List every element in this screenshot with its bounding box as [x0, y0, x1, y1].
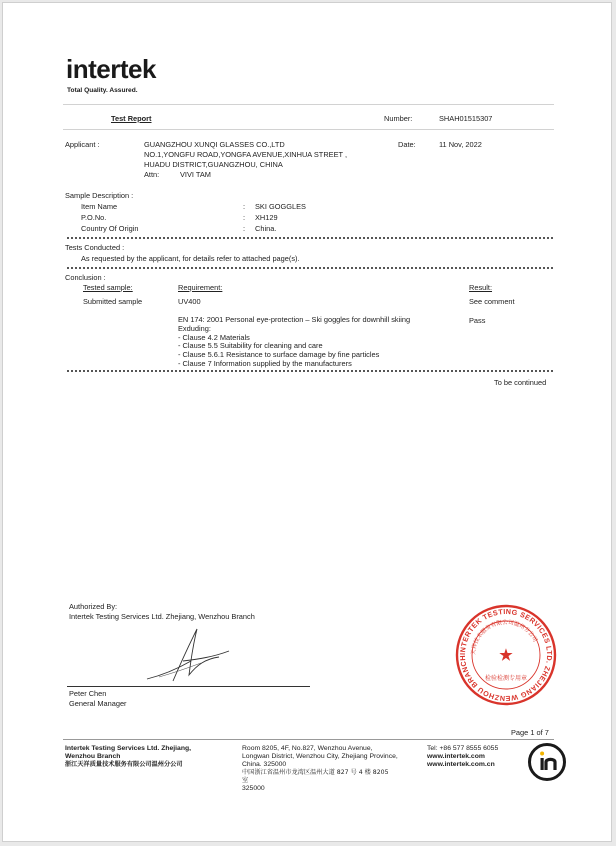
dotted-divider [67, 370, 553, 372]
sample-heading: Sample Description : [65, 191, 134, 200]
requirement-uv400: UV400 [178, 297, 201, 306]
dotted-divider [67, 237, 553, 239]
to-be-continued: To be continued [494, 378, 547, 387]
date-value: 11 Nov, 2022 [439, 140, 482, 149]
number-value: SHAH01515307 [439, 114, 493, 123]
origin-value: China. [255, 224, 277, 233]
origin-label: Country Of Origin [81, 224, 139, 233]
item-name-value: SKI GOGGLES [255, 202, 306, 211]
requirement-line: - Clause 4.2 Materials [178, 332, 250, 342]
footer-tel: Tel: +86 577 8555 6055 [427, 745, 499, 752]
requirement-line: - Clause 5.6.1 Resistance to surface damage by fine particles [178, 350, 380, 360]
number-label: Number: [384, 114, 413, 123]
col-requirement: Requirement: [178, 283, 223, 292]
tested-sample-value: Submitted sample [83, 297, 143, 306]
footer-company-en-2: Wenzhou Branch [65, 753, 121, 760]
po-label: P.O.No. [81, 213, 107, 222]
footer-address-1: Room 8205, 4F, No.827, Wenzhou Avenue, [242, 745, 373, 752]
footer-postcode: 325000 [242, 785, 265, 792]
footer-address-cn: 中国浙江省温州市龙湾区温州大道 827 号 4 楼 8205 [242, 769, 389, 776]
requirement-en174 [178, 316, 410, 369]
authorized-org: Intertek Testing Services Ltd. Zhejiang, Wenzhou Branch [69, 612, 255, 621]
colon-sep: : [243, 202, 246, 211]
footer-website[interactable]: www.intertek.com [427, 753, 485, 760]
svg-text:★: ★ [499, 647, 513, 664]
tests-text: As requested by the applicant, for details refer to attached page(s). [81, 254, 300, 263]
authorized-label: Authorized By: [69, 602, 118, 611]
signer-name: Peter Chen [69, 689, 107, 698]
footer-address-3: China. 325000 [242, 761, 287, 768]
footer-divider [63, 739, 554, 740]
col-result: Result: [469, 283, 493, 292]
tests-heading: Tests Conducted : [65, 243, 125, 252]
colon-sep: : [243, 224, 246, 233]
applicant-line-2: NO.1,YONGFU ROAD,YONGFA AVENUE,XINHUA STREET , [144, 150, 348, 159]
logo-tagline: Total Quality. Assured. [67, 87, 138, 94]
requirement-line: - Clause 7 Information supplied by the manufacturers [178, 358, 352, 368]
intertek-logo: intertek [66, 54, 156, 84]
footer-company-en-1: Intertek Testing Services Ltd. Zhejiang, [65, 745, 192, 752]
page-number: Page 1 of 7 [511, 728, 549, 737]
intertek-emblem-icon [526, 741, 568, 783]
footer-website-cn[interactable]: www.intertek.com.cn [427, 761, 495, 768]
title-divider [63, 129, 554, 130]
result-pass: Pass [469, 316, 486, 325]
dotted-divider [67, 267, 553, 269]
report-page [2, 2, 612, 842]
signature-image [143, 623, 233, 685]
requirement-line: - Clause 5.5 Suitability for cleaning and care [178, 341, 323, 351]
result-see-comment: See comment [469, 297, 515, 306]
po-value: XH129 [255, 213, 278, 222]
applicant-line-1: GUANGZHOU XUNQI GLASSES CO.,LTD [144, 140, 285, 149]
applicant-label: Applicant : [65, 140, 100, 149]
attn-label: Attn: [144, 170, 160, 179]
seal-outer-text: INTERTEK TESTING SERVICES LTD. ZHEJIANG WENZHOU BRANCH [457, 606, 555, 704]
seal-inner-text: 天祥技术服务有限公司温州分公司 [470, 619, 538, 656]
footer-company-cn: 浙江天祥质量技术服务有限公司温州分公司 [65, 761, 183, 768]
date-label: Date: [398, 140, 416, 149]
header-divider [63, 104, 554, 105]
item-name-label: Item Name [81, 202, 118, 211]
report-title: Test Report [111, 114, 152, 123]
signature-line [67, 686, 310, 687]
requirement-line: EN 174: 2001 Personal eye-protection – Ski goggles for downhill skiing [178, 315, 411, 324]
conclusion-heading: Conclusion : [65, 273, 106, 282]
colon-sep: : [243, 213, 246, 222]
attn-value: VIVI TAM [180, 170, 211, 179]
footer-address-2: Longwan District, Wenzhou City, Zhejiang Province, [242, 753, 398, 760]
footer-address-cn-2: 室 [242, 777, 249, 784]
official-seal [455, 604, 557, 706]
applicant-line-3: HUADU DISTRICT,GUANGZHOU, CHINA [144, 160, 283, 169]
col-tested-sample: Tested sample: [83, 283, 133, 292]
signer-title: General Manager [69, 699, 127, 708]
requirement-line: Exduding: [178, 323, 211, 333]
seal-bottom-text: 检验检测专用章 [484, 675, 528, 682]
